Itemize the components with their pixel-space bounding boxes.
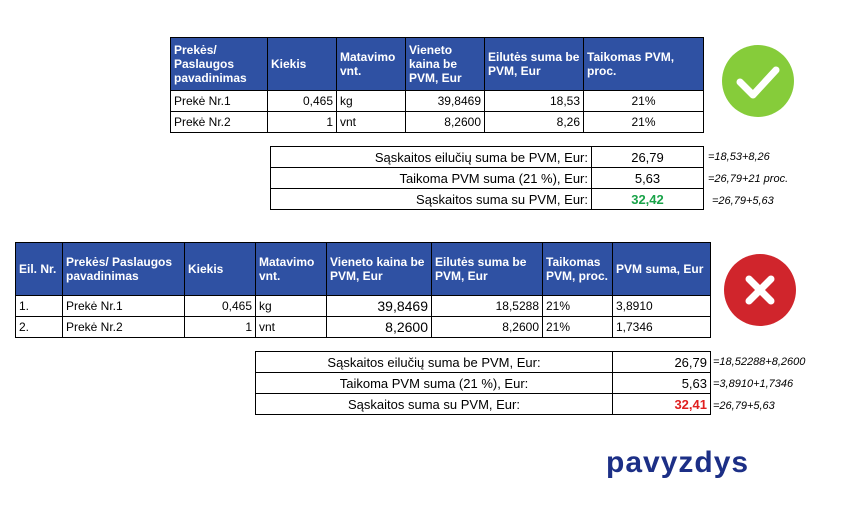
summary-label: Sąskaitos suma su PVM, Eur: — [256, 394, 613, 415]
check-icon — [722, 45, 794, 117]
cell: 0,465 — [185, 296, 256, 317]
cell: vnt — [337, 112, 406, 133]
table-row — [171, 112, 704, 133]
summary-label: Sąskaitos eilučių suma be PVM, Eur: — [256, 352, 613, 373]
incorrect-items-table — [15, 242, 711, 338]
summary-label: Sąskaitos suma su PVM, Eur: — [271, 189, 592, 210]
cell: 21% — [584, 91, 704, 112]
cell: 39,8469 — [406, 91, 485, 112]
header-cell: Taikomas PVM, proc. — [543, 243, 613, 296]
correct-items-table — [170, 37, 704, 133]
summary-row — [271, 168, 704, 189]
cell: 21% — [584, 112, 704, 133]
header-cell: Vieneto kaina be PVM, Eur — [327, 243, 432, 296]
cell: 0,465 — [268, 91, 337, 112]
header-cell: Kiekis — [185, 243, 256, 296]
summary-row — [271, 189, 704, 210]
brand-label: pavyzdys — [606, 446, 750, 479]
cell: 1,7346 — [613, 317, 711, 338]
cell: 2. — [16, 317, 63, 338]
table-row — [16, 317, 711, 338]
header-cell: Prekės/ Paslaugos pavadinimas — [63, 243, 185, 296]
cell: Prekė Nr.2 — [171, 112, 268, 133]
header-cell: Eilutės suma be PVM, Eur — [485, 38, 584, 91]
incorrect-summary-table — [255, 351, 711, 415]
table-header-row — [16, 243, 711, 296]
total-value: 32,42 — [592, 189, 704, 210]
cell: 1 — [185, 317, 256, 338]
header-cell: Kiekis — [268, 38, 337, 91]
header-cell: Taikomas PVM, proc. — [584, 38, 704, 91]
header-cell: Prekės/ Paslaugos pavadinimas — [171, 38, 268, 91]
summary-row — [256, 373, 711, 394]
summary-row — [256, 352, 711, 373]
summary-label: Taikoma PVM suma (21 %), Eur: — [271, 168, 592, 189]
incorrect-badge — [724, 254, 796, 326]
cell: 3,8910 — [613, 296, 711, 317]
cell: vnt — [256, 317, 327, 338]
cell: 1 — [268, 112, 337, 133]
header-cell: Eilutės suma be PVM, Eur — [432, 243, 543, 296]
cell: Prekė Nr.1 — [171, 91, 268, 112]
summary-value: 26,79 — [592, 147, 704, 168]
correct-summary-table — [270, 146, 704, 210]
summary-label: Sąskaitos eilučių suma be PVM, Eur: — [271, 147, 592, 168]
cell: 21% — [543, 317, 613, 338]
cell: 8,2600 — [406, 112, 485, 133]
formula-note: =18,53+8,26 — [708, 151, 770, 163]
cell: kg — [256, 296, 327, 317]
cell: 21% — [543, 296, 613, 317]
table-header-row — [171, 38, 704, 91]
summary-label: Taikoma PVM suma (21 %), Eur: — [256, 373, 613, 394]
cell: 8,2600 — [327, 317, 432, 338]
header-cell: PVM suma, Eur — [613, 243, 711, 296]
formula-note: =26,79+21 proc. — [708, 173, 789, 185]
header-cell: Matavimo vnt. — [256, 243, 327, 296]
cell: kg — [337, 91, 406, 112]
formula-note: =26,79+5,63 — [712, 195, 774, 207]
table-row — [16, 296, 711, 317]
cell: 18,5288 — [432, 296, 543, 317]
header-cell: Matavimo vnt. — [337, 38, 406, 91]
header-cell: Vieneto kaina be PVM, Eur — [406, 38, 485, 91]
formula-note: =26,79+5,63 — [713, 400, 775, 412]
total-value: 32,41 — [613, 394, 711, 415]
cell: 1. — [16, 296, 63, 317]
summary-row — [271, 147, 704, 168]
summary-value: 5,63 — [613, 373, 711, 394]
header-cell: Eil. Nr. — [16, 243, 63, 296]
summary-row — [256, 394, 711, 415]
correct-badge — [722, 45, 794, 117]
summary-value: 5,63 — [592, 168, 704, 189]
table-row — [171, 91, 704, 112]
cross-icon — [724, 254, 796, 326]
cell: 39,8469 — [327, 296, 432, 317]
formula-note: =3,8910+1,7346 — [713, 378, 794, 390]
cell: 8,26 — [485, 112, 584, 133]
cell: Prekė Nr.1 — [63, 296, 185, 317]
formula-note: =18,52288+8,2600 — [713, 356, 806, 368]
cell: 8,2600 — [432, 317, 543, 338]
summary-value: 26,79 — [613, 352, 711, 373]
cell: Prekė Nr.2 — [63, 317, 185, 338]
cell: 18,53 — [485, 91, 584, 112]
